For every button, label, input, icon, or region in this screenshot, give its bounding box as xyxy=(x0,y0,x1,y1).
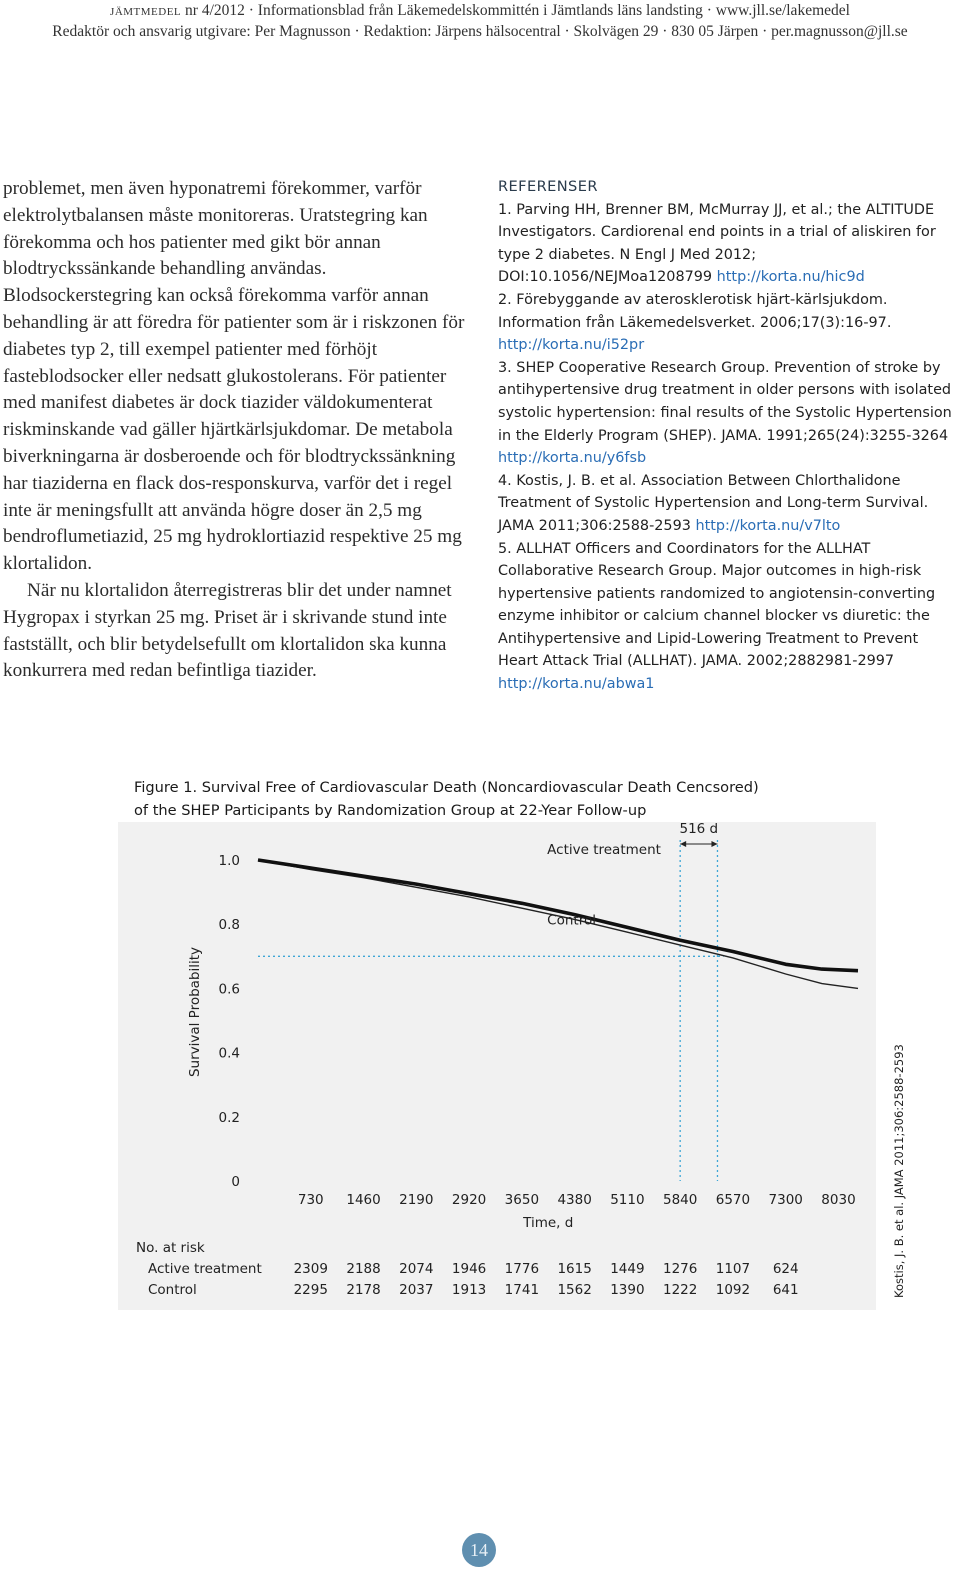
y-tick-label: 0.4 xyxy=(218,1045,240,1062)
risk-table-cell: 1449 xyxy=(610,1261,645,1277)
y-tick-label: 0.6 xyxy=(218,981,240,998)
header-line-1 xyxy=(0,0,960,21)
series-label: Active treatment xyxy=(547,842,661,858)
body-paragraph-1: problemet, men även hyponatremi förekommer, varför elektrolytbalansen måste monitoreras. Uratstegring kan förekomma och hos patienter med gikt bör annan blodtryckssänkande behandling användas. Blodsockerstegring kan också förekomma varför annan behandling är att föredra för patienter som är i riskzonen för diabetes typ 2, till exempel patienter med förhöjt fasteblodsocker eller nedsatt glukostolerans. För patienter med manifest diabetes är dock tiazider väldokumenterat riskminskande vad gäller hjärtkärlsjukdomar. De metabola biverkningarna är dosberoende och för blodtryckssänkning har tiaziderna en flack dos-responskurva, varför det i regel inte är meningsfullt att använda högre doser än 2,5 mg bendroflumetiazid, 25 mg hydroklortiazid respektive 25 mg klortalidon. xyxy=(3,178,465,575)
reference-item xyxy=(498,357,958,470)
reference-text: 4. Kostis, J. B. et al. Association Between Chlorthalidone Treatment of Systolic Hypertension and Long-term Survival. JAMA 2011;306:2588-2593 xyxy=(498,472,929,534)
risk-table-cell: 624 xyxy=(772,1261,799,1277)
risk-table-cell: 2074 xyxy=(399,1261,434,1277)
header-line-2: Redaktör och ansvarig utgivare: Per Magnusson · Redaktion: Järpens hälsocentral · Skolvägen 29 · 830 05 Järpen · per.magnusson@jll.se xyxy=(52,23,908,40)
references-section xyxy=(498,176,958,696)
gap-arrow-right xyxy=(711,841,717,847)
risk-table-row-label: Active treatment xyxy=(148,1261,262,1277)
survival-chart xyxy=(118,770,908,1310)
x-tick-label: 6570 xyxy=(715,1192,751,1208)
reference-item xyxy=(498,289,958,357)
reference-text: 2. Förebyggande av aterosklerotisk hjärt-kärlsjukdom. Information från Läkemedelsverket. 2006;17(3):16-97. xyxy=(498,291,892,331)
page-header xyxy=(0,0,960,42)
risk-table-cell: 2188 xyxy=(346,1261,381,1277)
y-tick-label: 0.8 xyxy=(218,917,240,934)
references-heading: REFERENSER xyxy=(498,178,598,195)
y-axis-label: Survival Probability xyxy=(187,946,203,1078)
risk-table-cell: 1276 xyxy=(662,1261,698,1277)
gap-arrow-left xyxy=(680,841,686,847)
risk-table-cell: 1776 xyxy=(504,1261,540,1277)
page-number: 14 xyxy=(462,1533,496,1567)
risk-table-cell: 1741 xyxy=(504,1282,540,1298)
x-tick-label: 4380 xyxy=(557,1192,592,1208)
x-tick-label: 1460 xyxy=(346,1192,381,1208)
reference-text: 1. Parving HH, Brenner BM, McMurray JJ, et al.; the ALTITUDE Investigators. Cardiorenal end points in a trial of aliskiren for type 2 diabetes. N Engl J Med 2012; DOI:10.1056/NEJMoa1208799 xyxy=(498,201,936,286)
x-tick-label: 7300 xyxy=(768,1192,803,1208)
header-line-1-rest: nr 4/2012 · Informationsblad från Läkemedelskommittén i Jämtlands läns landsting · www.jll.se/lakemedel xyxy=(181,2,850,19)
risk-table-heading: No. at risk xyxy=(136,1240,205,1256)
risk-table-cell: 2178 xyxy=(346,1282,381,1298)
risk-table-cell: 1562 xyxy=(557,1282,592,1298)
reference-item xyxy=(498,538,958,696)
reference-item xyxy=(498,470,958,538)
x-tick-label: 2920 xyxy=(451,1192,487,1208)
risk-table-cell: 2295 xyxy=(293,1282,328,1298)
reference-link[interactable]: http://korta.nu/y6fsb xyxy=(498,450,647,467)
x-tick-label: 3650 xyxy=(504,1192,540,1208)
x-tick-label: 5840 xyxy=(662,1192,698,1208)
article-body xyxy=(3,176,465,685)
survival-figure xyxy=(118,770,908,1310)
x-tick-label: 8030 xyxy=(821,1192,856,1208)
series-label: Control xyxy=(547,912,596,929)
risk-table-cell: 2309 xyxy=(293,1261,328,1277)
reference-text: 3. SHEP Cooperative Research Group. Prevention of stroke by antihypertensive drug treatment in older persons with isolated systolic hypertension: final results of the Systolic Hypertension in the Elderly Program (SHEP). JAMA. 1991;265(24):3255-3264 xyxy=(498,359,952,444)
reference-link[interactable]: http://korta.nu/i52pr xyxy=(498,337,645,354)
body-paragraph-2: När nu klortalidon återregistreras blir det under namnet Hygropax i styrkan 25 mg. Priset är i skrivande stund inte fastställt, och blir betydelsefullt om klortalidon ska kunna konkurrera med redan befintliga tiazider. xyxy=(3,579,452,682)
risk-table-cell: 1092 xyxy=(715,1282,751,1298)
risk-table-cell: 2037 xyxy=(399,1282,434,1298)
risk-table-row-label: Control xyxy=(148,1282,197,1298)
reference-link[interactable]: http://korta.nu/abwa1 xyxy=(498,676,655,693)
header-brand: jämtmedel xyxy=(110,2,182,19)
reference-link[interactable]: http://korta.nu/hic9d xyxy=(716,269,865,286)
x-tick-label: 2190 xyxy=(399,1192,434,1208)
x-axis-label: Time, d xyxy=(523,1215,574,1231)
gap-label: 516 d xyxy=(679,821,719,837)
y-tick-label: 0.2 xyxy=(218,1109,240,1126)
risk-table-cell: 1222 xyxy=(662,1282,698,1298)
y-tick-label: 1.0 xyxy=(218,853,240,869)
risk-table-cell: 1390 xyxy=(610,1282,645,1298)
risk-table-cell: 1107 xyxy=(715,1261,751,1277)
reference-text: 5. ALLHAT Officers and Coordinators for the ALLHAT Collaborative Research Group. Major outcomes in high-risk hypertensive patients randomized to angiotensin-converting enzyme inhibitor or calcium channel blocker vs diuretic: the Antihypertensive and Lipid-Lowering Treatment to Prevent Heart Attack Trial (ALLHAT). JAMA. 2002;2882981-2997 xyxy=(498,540,936,670)
figure-title-line-1: Figure 1. Survival Free of Cardiovascular Death (Noncardiovascular Death Cencsored) xyxy=(134,779,759,796)
risk-table-cell: 1615 xyxy=(557,1261,592,1277)
figure-credit: Kostis, J. B. et al. JAMA 2011;306:2588-2593 xyxy=(892,1044,906,1298)
y-tick-label: 0 xyxy=(231,1174,240,1190)
reference-link[interactable]: http://korta.nu/v7lto xyxy=(695,517,841,534)
risk-table-cell: 1946 xyxy=(451,1261,487,1277)
x-tick-label: 730 xyxy=(297,1192,324,1208)
figure-title-line-2: of the SHEP Participants by Randomization Group at 22-Year Follow-up xyxy=(134,802,647,819)
risk-table-cell: 641 xyxy=(772,1282,799,1298)
risk-table-cell: 1913 xyxy=(451,1282,487,1298)
x-tick-label: 5110 xyxy=(610,1192,645,1208)
reference-item xyxy=(498,199,958,289)
